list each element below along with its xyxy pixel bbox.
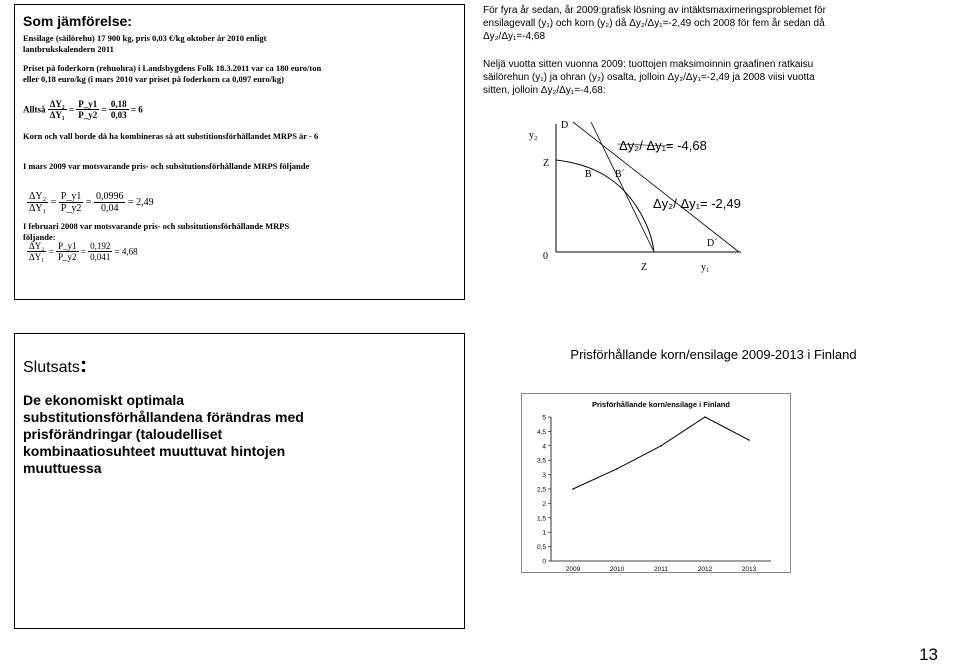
chart-slide-title: Prisförhållande korn/ensilage 2009-2013 i Finland (570, 347, 857, 362)
slide-graphical-solution (481, 4, 946, 300)
conclusion-body: De ekonomiskt optimala substitutionsförhållandena förändras med prisförändringar (taloudelliset kombinaatiosuhteet muuttuvat hintojen muuttuessa (23, 392, 304, 476)
chart-axes (551, 417, 771, 561)
label-z-x: Z (641, 262, 648, 273)
march-2009-text: I mars 2009 var motsvarande pris- och subsitutionsförhållande MRPS följande (23, 161, 310, 171)
label-b: B (585, 169, 592, 180)
slide-price-ratio-chart (481, 333, 946, 629)
data-point (572, 488, 574, 490)
x-tick-label: 2011 (654, 566, 668, 573)
barley-price-text: Priset på foderkorn (rehuohra) i Landsbygdens Folk 18.3.2011 var ca 180 euro/ton eller 0,18 euro/kg (i mars 2010 var priset på foderkorn ca 0,097 euro/kg) (23, 63, 322, 84)
equation-2008: $\frac{\text{ΔY₂}}{\text{ΔY₁}}$ = $\frac{P\_y1}{P\_y2}$ = $\frac{0,192}{0,041}$ = 4,68 (29, 241, 138, 262)
y-tick-label: 2 (542, 500, 546, 508)
y-tick-label: 5 (542, 414, 546, 422)
y-tick-label: 4,5 (536, 428, 546, 436)
equation-alltsa: Alltså $\frac{\text{ΔY₂}}{\text{ΔY₁}}$ = $\frac{P\_y1}{P\_y2}$ = $\frac{0,18}{0,03}$ = 6 (23, 99, 143, 120)
data-point (748, 439, 750, 441)
data-point (660, 445, 662, 447)
y-tick-label: 1,5 (536, 515, 546, 523)
label-bprime: B´ (615, 169, 625, 180)
ratio-label-468: Δy₂/ Δy₁= -4,68 (619, 138, 707, 153)
chart-tick-labels (537, 415, 757, 574)
y-tick-label: 0,5 (536, 544, 546, 552)
slide-comparison (14, 4, 465, 300)
y-tick-label: 3,5 (536, 457, 546, 465)
label-dprime: D´ (707, 238, 718, 249)
chart-series (572, 416, 750, 490)
label-z-y: Z (543, 158, 550, 169)
label-y1: y₁ (701, 262, 710, 273)
price-ratio-chart (521, 393, 791, 573)
label-y2: y₂ (529, 130, 538, 141)
x-tick-label: 2010 (609, 566, 625, 573)
ensilage-price-text: Ensilage (säilörehu) 17 900 kg, pris 0,03 €/kg oktober år 2010 enligt lantbrukskalendern 2011 (23, 33, 267, 54)
graphical-solution-finnish-text: Neljä vuotta sitten vuonna 2009: tuottojen maksimoinnin graafinen ratkaisu säilörehun (y₁) ja ohran (y₂) osalta, jolloin Δy₂/Δy₁=-2,49 ja 2008 viisi vuotta sitten, jolloin Δy₂/Δy₁=-4,68: (483, 59, 815, 96)
conclusion-title: Slutsats: (23, 352, 88, 377)
page-number: 13 (919, 645, 938, 664)
y-tick-label: 1 (542, 529, 546, 537)
slide-comparison-title: Som jämförelse: (23, 13, 132, 29)
chart-title: Prisförhållande korn/ensilage i Finland (592, 400, 730, 409)
ratio-label-249: Δy₂/ Δy₁= -2,49 (653, 196, 741, 211)
mrps-text: Korn och vall borde då ha kombineras så att substitionsförhållandet MRPS är - 6 (23, 131, 319, 141)
graphical-solution-swedish-text: För fyra år sedan, år 2009:grafisk lösning av intäktsmaximeringsproblemet för ensilagevall (y₁) och korn (y₂) då Δy₂/Δy₁=-2,49 och 2008 för fem år sedan då Δy₂/Δy₁=-4,68 (483, 5, 826, 42)
x-tick-label: 2013 (741, 566, 757, 573)
label-origin: 0 (543, 251, 548, 262)
y-tick-label: 4 (542, 443, 546, 451)
x-tick-label: 2012 (697, 566, 713, 573)
y-tick-label: 3 (542, 472, 546, 480)
label-d: D (561, 120, 569, 131)
slide-conclusion (14, 333, 465, 629)
equation-2009: $\frac{\text{ΔY₂}}{\text{ΔY₁}}$ = $\frac{P\_y1}{P\_y2}$ = $\frac{0,0996}{0,04}$ = 2,49 (29, 191, 154, 214)
y-tick-label: 2,5 (536, 486, 546, 494)
series-line (573, 417, 749, 489)
chart-frame (522, 394, 791, 573)
data-point (704, 416, 706, 418)
y-tick-label: 0 (542, 558, 546, 566)
february-2008-text: I februari 2008 var motsvarande pris- och subsitutionsförhållande MRPS följande: (23, 221, 290, 242)
x-tick-label: 2009 (565, 566, 581, 573)
isorevenue-diagram (481, 114, 946, 294)
data-point (616, 468, 618, 470)
